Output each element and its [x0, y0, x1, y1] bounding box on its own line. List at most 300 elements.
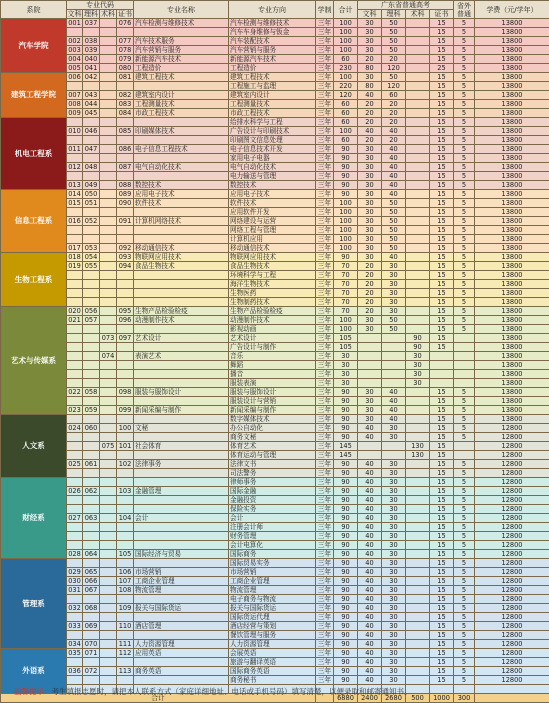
table-cell: 30 [382, 658, 406, 667]
table-cell: 三年 [316, 523, 334, 532]
table-cell: 12800 [475, 460, 549, 469]
table-cell: 工程测量技术 [229, 100, 316, 109]
table-cell: 表演艺术 [134, 352, 229, 361]
footer-prefix: 温馨提示： [14, 687, 52, 696]
table-cell: 109 [117, 604, 134, 613]
table-cell: 30 [358, 235, 382, 244]
table-cell: 13800 [475, 208, 549, 217]
table-row [1, 613, 549, 622]
table-cell [406, 64, 430, 73]
table-row [1, 568, 549, 577]
table-cell: 15 [430, 73, 454, 82]
table-cell: 20 [358, 289, 382, 298]
table-cell: 5 [454, 19, 475, 28]
header-code-wen: 文科 [67, 10, 83, 19]
table-cell [134, 658, 229, 667]
table-cell: 40 [358, 613, 382, 622]
table-cell: 60 [334, 100, 358, 109]
table-cell [406, 91, 430, 100]
table-cell: 12800 [475, 559, 549, 568]
table-cell: 40 [358, 505, 382, 514]
table-cell: 三年 [316, 208, 334, 217]
table-cell [83, 325, 100, 334]
table-cell: 国际金融 [229, 487, 316, 496]
table-cell [406, 199, 430, 208]
table-row [1, 55, 549, 64]
table-cell: 70 [334, 307, 358, 316]
table-cell [117, 532, 134, 541]
table-cell: 40 [358, 568, 382, 577]
table-cell: 5 [454, 127, 475, 136]
table-row [1, 469, 549, 478]
table-cell: 60 [334, 55, 358, 64]
table-cell [83, 271, 100, 280]
table-cell [67, 541, 83, 550]
table-cell [83, 298, 100, 307]
table-row [1, 514, 549, 523]
table-cell: 5 [454, 55, 475, 64]
table-cell [117, 82, 134, 91]
table-cell [358, 352, 382, 361]
table-cell [100, 244, 117, 253]
table-row [1, 604, 549, 613]
table-cell: 工程造价 [229, 64, 316, 73]
table-cell: 053 [83, 244, 100, 253]
table-cell [67, 631, 83, 640]
table-cell: 12800 [475, 424, 549, 433]
table-cell: 国际商务 [229, 550, 316, 559]
table-cell [406, 145, 430, 154]
table-cell: 三年 [316, 64, 334, 73]
table-cell: 5 [454, 199, 475, 208]
table-cell: 商务秘书 [229, 676, 316, 685]
table-cell [117, 613, 134, 622]
table-cell: 90 [334, 145, 358, 154]
table-row [1, 91, 549, 100]
table-cell: 100 [117, 424, 134, 433]
table-cell: 5 [454, 325, 475, 334]
table-cell: 40 [358, 550, 382, 559]
table-cell [100, 145, 117, 154]
table-cell: 12800 [475, 604, 549, 613]
table-cell [67, 523, 83, 532]
table-row [1, 154, 549, 163]
table-row [1, 523, 549, 532]
table-cell: 12800 [475, 496, 549, 505]
table-cell [83, 289, 100, 298]
table-cell: 031 [67, 586, 83, 595]
table-cell: 5 [454, 433, 475, 442]
table-cell: 5 [454, 568, 475, 577]
table-cell [100, 280, 117, 289]
table-cell: 律师事务 [229, 478, 316, 487]
table-cell: 019 [67, 262, 83, 271]
table-cell: 094 [117, 262, 134, 271]
table-cell: 009 [67, 109, 83, 118]
table-cell: 70 [334, 262, 358, 271]
table-cell [406, 280, 430, 289]
table-row [1, 64, 549, 73]
table-cell: 5 [454, 469, 475, 478]
table-row [1, 181, 549, 190]
table-cell: 30 [382, 262, 406, 271]
table-cell: 50 [382, 325, 406, 334]
table-cell: 30 [382, 532, 406, 541]
table-cell [358, 334, 382, 343]
table-cell: 5 [454, 397, 475, 406]
table-cell [100, 406, 117, 415]
table-cell: 15 [430, 145, 454, 154]
table-cell: 三年 [316, 514, 334, 523]
table-row [1, 28, 549, 37]
table-cell [134, 433, 229, 442]
table-cell: 报关与国际货运 [134, 604, 229, 613]
table-cell: 15 [430, 406, 454, 415]
table-cell [117, 172, 134, 181]
table-cell: 065 [83, 568, 100, 577]
table-cell: 40 [382, 190, 406, 199]
table-cell [134, 469, 229, 478]
table-row [1, 370, 549, 379]
table-cell [67, 118, 83, 127]
table-cell: 12800 [475, 622, 549, 631]
footer-note [0, 684, 549, 700]
table-cell [406, 469, 430, 478]
table-cell: 印刷媒体技术 [134, 127, 229, 136]
table-cell: 50 [382, 226, 406, 235]
table-cell: 099 [117, 406, 134, 415]
table-cell: 12800 [475, 541, 549, 550]
table-cell: 5 [454, 613, 475, 622]
totals-outside: 300 [454, 694, 475, 703]
table-cell [100, 649, 117, 658]
table-cell: 15 [430, 460, 454, 469]
table-cell: 工商企业管理 [134, 577, 229, 586]
table-cell [117, 379, 134, 388]
table-cell [100, 217, 117, 226]
table-cell [117, 271, 134, 280]
table-cell: 026 [67, 487, 83, 496]
table-cell [67, 361, 83, 370]
table-row [1, 73, 549, 82]
table-cell: 13800 [475, 64, 549, 73]
table-cell: 15 [430, 172, 454, 181]
table-cell: 三年 [316, 361, 334, 370]
table-cell [83, 397, 100, 406]
table-cell [358, 343, 382, 352]
table-cell [117, 361, 134, 370]
table-cell [100, 559, 117, 568]
table-cell: 13800 [475, 28, 549, 37]
table-cell [100, 208, 117, 217]
table-cell [406, 523, 430, 532]
table-cell: 15 [430, 19, 454, 28]
table-cell: 108 [117, 586, 134, 595]
table-cell: 056 [83, 307, 100, 316]
table-cell [67, 154, 83, 163]
table-cell [134, 496, 229, 505]
table-cell: 汽车营销与服务 [229, 46, 316, 55]
table-cell: 15 [430, 676, 454, 685]
header-gd-zheng: 证书 [430, 10, 454, 19]
table-cell: 061 [83, 460, 100, 469]
table-cell: 三年 [316, 667, 334, 676]
table-cell: 酒店管理 [134, 622, 229, 631]
table-row [1, 415, 549, 424]
table-cell: 15 [430, 658, 454, 667]
table-cell: 三年 [316, 496, 334, 505]
table-cell: 汽车车身维修与钣金 [229, 28, 316, 37]
table-cell: 90 [406, 343, 430, 352]
table-cell: 90 [334, 658, 358, 667]
table-cell: 90 [334, 469, 358, 478]
table-cell [134, 325, 229, 334]
table-cell: 国际商务英语 [229, 667, 316, 676]
table-cell [358, 361, 382, 370]
table-cell: 40 [358, 478, 382, 487]
totals-li: 2680 [382, 694, 406, 703]
table-cell: 15 [430, 307, 454, 316]
table-cell [134, 532, 229, 541]
table-cell [117, 118, 134, 127]
table-cell: 5 [454, 604, 475, 613]
table-row [1, 532, 549, 541]
table-cell: 汽车装配技术 [229, 37, 316, 46]
table-row [1, 487, 549, 496]
table-cell: 112 [117, 649, 134, 658]
table-cell: 30 [382, 577, 406, 586]
table-cell: 三年 [316, 91, 334, 100]
table-cell: 5 [454, 307, 475, 316]
table-cell: 30 [382, 280, 406, 289]
table-cell: 40 [382, 406, 406, 415]
table-cell: 13800 [475, 109, 549, 118]
table-cell [100, 28, 117, 37]
table-row [1, 109, 549, 118]
table-cell: 数控技术 [229, 181, 316, 190]
table-row [1, 442, 549, 451]
table-cell: 软件技术 [229, 199, 316, 208]
table-cell [100, 235, 117, 244]
header-code-zheng: 证书 [117, 10, 134, 19]
table-row [1, 334, 549, 343]
table-cell: 105 [334, 343, 358, 352]
table-cell: 新闻采编与制作 [229, 406, 316, 415]
table-cell: 90 [334, 505, 358, 514]
table-cell: 三年 [316, 100, 334, 109]
table-cell: 三年 [316, 82, 334, 91]
table-cell: 网络工程与管理 [229, 226, 316, 235]
table-row [1, 163, 549, 172]
table-cell: 三年 [316, 19, 334, 28]
table-cell: 建筑工程技术 [229, 73, 316, 82]
table-cell [134, 136, 229, 145]
table-cell: 130 [406, 442, 430, 451]
table-cell: 40 [358, 649, 382, 658]
table-cell: 40 [358, 460, 382, 469]
table-cell: 039 [83, 46, 100, 55]
table-cell [134, 172, 229, 181]
table-cell: 40 [358, 667, 382, 676]
table-cell [67, 334, 83, 343]
table-cell: 15 [430, 154, 454, 163]
table-cell: 15 [430, 199, 454, 208]
table-cell: 会展英语 [229, 649, 316, 658]
table-cell: 15 [430, 559, 454, 568]
table-row [1, 199, 549, 208]
table-cell: 018 [67, 253, 83, 262]
table-cell [100, 325, 117, 334]
table-cell: 059 [83, 406, 100, 415]
table-cell: 15 [430, 28, 454, 37]
table-cell: 029 [67, 568, 83, 577]
table-row [1, 433, 549, 442]
table-cell: 003 [67, 46, 83, 55]
table-cell [430, 379, 454, 388]
table-cell: 12800 [475, 469, 549, 478]
table-cell: 酒店经营与策划 [229, 622, 316, 631]
table-cell [117, 595, 134, 604]
table-cell: 40 [358, 433, 382, 442]
table-cell: 13800 [475, 199, 549, 208]
table-cell: 13800 [475, 352, 549, 361]
table-cell: 5 [454, 73, 475, 82]
table-row [1, 235, 549, 244]
table-cell: 13800 [475, 46, 549, 55]
table-cell: 商务英语 [134, 667, 229, 676]
table-cell: 海洋生物技术 [229, 280, 316, 289]
table-cell: 038 [83, 37, 100, 46]
table-cell: 20 [382, 136, 406, 145]
table-cell [406, 136, 430, 145]
table-row [1, 316, 549, 325]
table-cell [100, 73, 117, 82]
table-cell: 90 [334, 559, 358, 568]
table-cell: 财务管理 [229, 532, 316, 541]
table-cell: 三年 [316, 487, 334, 496]
table-cell: 50 [382, 19, 406, 28]
table-cell: 5 [454, 118, 475, 127]
table-cell: 工程测量技术 [134, 100, 229, 109]
table-row [1, 424, 549, 433]
table-cell [83, 280, 100, 289]
table-cell: 030 [67, 577, 83, 586]
table-cell [117, 505, 134, 514]
table-cell [382, 361, 406, 370]
table-cell [117, 478, 134, 487]
header-gd-li: 理科 [382, 10, 406, 19]
table-cell: 40 [382, 163, 406, 172]
table-cell: 三年 [316, 370, 334, 379]
table-cell: 15 [430, 82, 454, 91]
table-cell [83, 532, 100, 541]
table-cell: 15 [430, 334, 454, 343]
table-cell: 100 [334, 208, 358, 217]
table-cell: 三年 [316, 541, 334, 550]
table-cell: 037 [83, 19, 100, 28]
table-cell [100, 307, 117, 316]
table-cell [406, 505, 430, 514]
table-cell [406, 649, 430, 658]
table-cell: 三年 [316, 262, 334, 271]
table-cell: 5 [454, 100, 475, 109]
table-cell: 30 [358, 253, 382, 262]
table-cell [430, 361, 454, 370]
table-cell: 艺术设计 [134, 334, 229, 343]
table-cell [83, 442, 100, 451]
table-cell [83, 469, 100, 478]
table-cell [406, 514, 430, 523]
table-cell: 083 [117, 100, 134, 109]
table-cell: 司法警务 [229, 469, 316, 478]
table-cell: 50 [382, 28, 406, 37]
table-cell: 三年 [316, 586, 334, 595]
table-cell: 100 [334, 73, 358, 82]
table-cell: 107 [117, 577, 134, 586]
table-cell: 40 [358, 640, 382, 649]
table-cell: 100 [334, 316, 358, 325]
table-cell: 15 [430, 109, 454, 118]
table-cell [406, 226, 430, 235]
table-cell: 15 [430, 631, 454, 640]
table-cell: 20 [358, 118, 382, 127]
table-cell [134, 28, 229, 37]
table-cell: 12800 [475, 487, 549, 496]
table-cell: 新闻采编与制作 [134, 406, 229, 415]
table-row [1, 217, 549, 226]
table-cell [67, 325, 83, 334]
table-cell: 021 [67, 316, 83, 325]
table-cell: 30 [382, 559, 406, 568]
table-cell: 30 [358, 406, 382, 415]
department-cell: 汽车学院 [1, 19, 67, 73]
table-cell [100, 136, 117, 145]
table-cell: 30 [358, 190, 382, 199]
table-cell: 70 [334, 298, 358, 307]
table-cell: 30 [358, 415, 382, 424]
table-cell [358, 451, 382, 460]
table-cell: 15 [430, 397, 454, 406]
table-cell [358, 370, 382, 379]
table-cell: 90 [334, 523, 358, 532]
table-cell: 027 [67, 514, 83, 523]
table-cell: 13800 [475, 190, 549, 199]
table-cell: 077 [117, 37, 134, 46]
table-cell: 033 [67, 622, 83, 631]
table-cell: 12800 [475, 586, 549, 595]
table-cell: 15 [430, 91, 454, 100]
table-cell [83, 433, 100, 442]
table-cell [406, 550, 430, 559]
table-cell: 市政工程技术 [134, 109, 229, 118]
table-cell [100, 91, 117, 100]
table-cell: 15 [430, 46, 454, 55]
table-cell [117, 298, 134, 307]
table-cell: 40 [382, 181, 406, 190]
table-cell [83, 613, 100, 622]
table-cell [382, 370, 406, 379]
table-cell: 30 [382, 676, 406, 685]
table-cell: 5 [454, 595, 475, 604]
table-cell: 5 [454, 244, 475, 253]
table-cell: 三年 [316, 559, 334, 568]
table-cell: 电子商务与物流 [229, 595, 316, 604]
table-cell [67, 442, 83, 451]
table-cell: 5 [454, 136, 475, 145]
table-cell [454, 379, 475, 388]
table-cell: 105 [334, 334, 358, 343]
table-cell: 40 [382, 172, 406, 181]
